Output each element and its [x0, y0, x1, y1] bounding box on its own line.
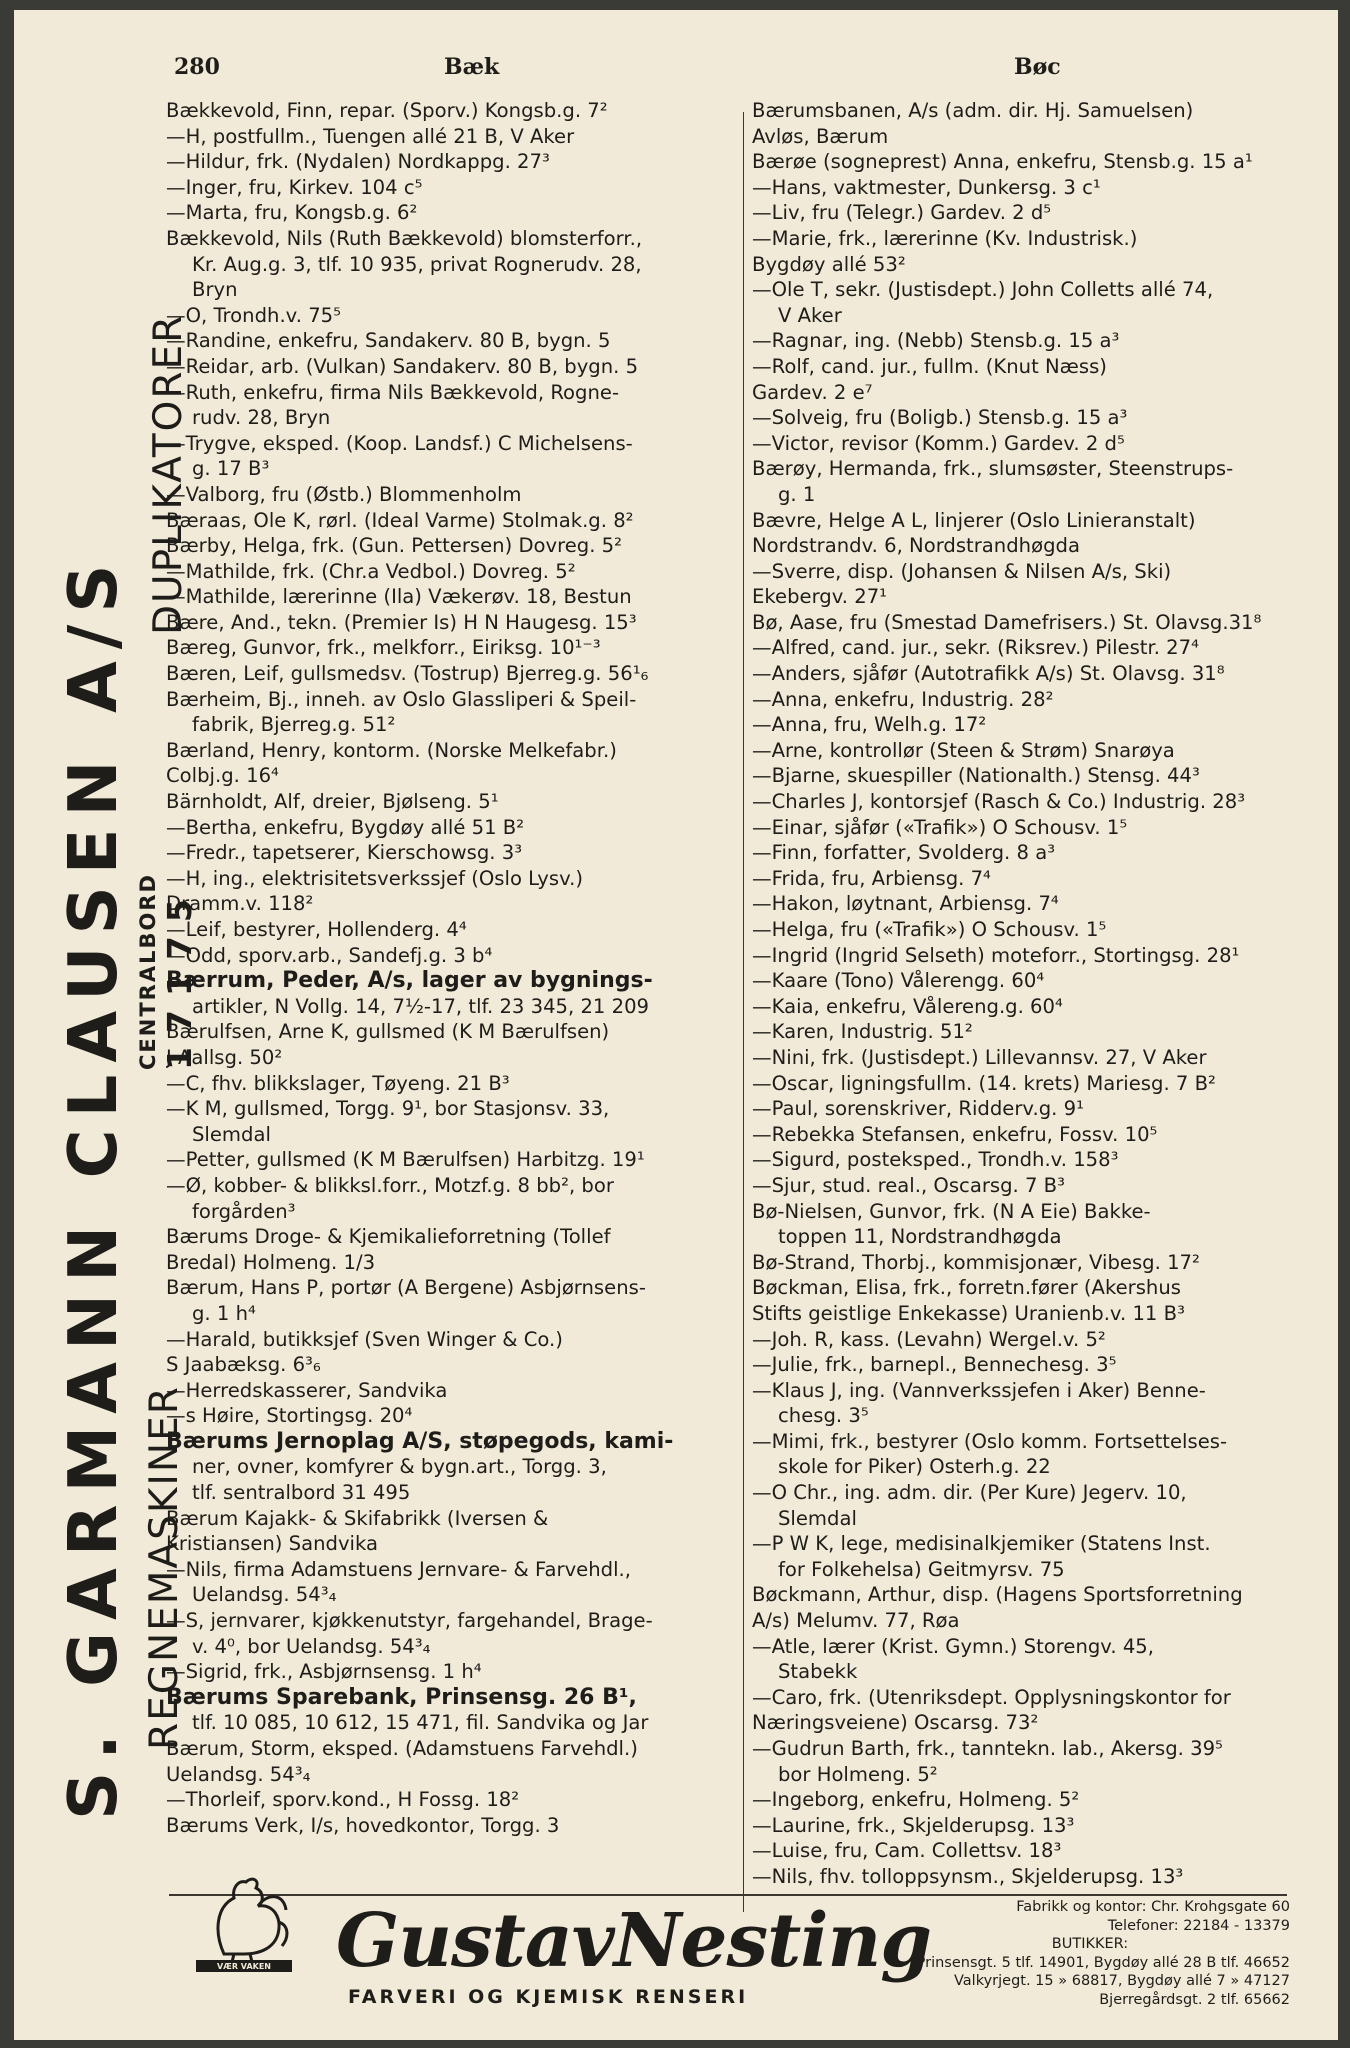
directory-entry-line: —Anders, sjåfør (Autotrafikk A/s) St. Olavsg. 31⁸ — [752, 662, 1225, 686]
directory-entry-line: Bærøe (sogneprest) Anna, enkefru, Stensb.g. 15 a¹ — [752, 150, 1253, 174]
footer-line: Prinsensgt. 5 tlf. 14901, Bygdøy allé 28 B tlf. 46652 — [916, 1954, 1290, 1971]
directory-entry-line: —H, postfullm., Tuengen allé 21 B, V Aker — [166, 124, 575, 148]
directory-entry-line: —Ruth, enkefru, firma Nils Bækkevold, Rogne- — [166, 380, 620, 404]
directory-entry-line: toppen 11, Nordstrandhøgda — [778, 1225, 1062, 1249]
directory-entry-line: g. 1 — [778, 482, 816, 506]
directory-entry-line: —Ole T, sekr. (Justisdept.) John Colletts allé 74, — [752, 278, 1214, 302]
directory-entry-line: J Aallsg. 50² — [166, 1045, 283, 1069]
directory-entry-line: Ekebergv. 27¹ — [752, 585, 888, 609]
directory-entry-line: Bøckmann, Arthur, disp. (Hagens Sportsforretning — [752, 1583, 1243, 1607]
directory-entry-line: Kr. Aug.g. 3, tlf. 10 935, privat Rognerudv. 28, — [192, 252, 642, 276]
directory-entry-line: Bærby, Helga, frk. (Gun. Pettersen) Dovreg. 5² — [166, 534, 623, 558]
directory-entry-line: Bygdøy allé 53² — [752, 252, 906, 276]
directory-entry-line: Uelandsg. 54³₄ — [166, 1762, 311, 1786]
directory-entry-line: tlf. 10 085, 10 612, 15 471, fil. Sandvika og Jar — [192, 1711, 649, 1735]
directory-entry-line: V Aker — [778, 303, 842, 327]
directory-entry-line: —Ragnar, ing. (Nebb) Stensb.g. 15 a³ — [752, 329, 1120, 353]
directory-entry-line: —Joh. R, kass. (Levahn) Wergel.v. 5² — [752, 1327, 1106, 1351]
directory-entry-line: Bæraas, Ole K, rørl. (Ideal Varme) Stolmak.g. 8² — [166, 508, 634, 532]
directory-entry-line: forgården³ — [192, 1199, 296, 1223]
side-ad-phone-label: CENTRALBORD — [136, 873, 160, 1070]
directory-entry-line: —Marta, fru, Kongsb.g. 6² — [166, 201, 418, 225]
directory-entry-line: Bø, Aase, fru (Smestad Damefrisers.) St. Olavsg.31⁸ — [752, 610, 1262, 634]
directory-entry-line: —Trygve, eksped. (Koop. Landsf.) C Michelsens- — [166, 431, 633, 455]
directory-entry-line: —Laurine, frk., Skjelderupsg. 13³ — [752, 1813, 1075, 1837]
directory-entry-line: —Oscar, ligningsfullm. (14. krets) Mariesg. 7 B² — [752, 1071, 1216, 1095]
footer-line: Telefoner: 22184 - 13379 — [1107, 1917, 1290, 1934]
directory-entry-line: Bærland, Henry, kontorm. (Norske Melkefabr.) — [166, 738, 617, 762]
directory-entry-line: —Paul, sorenskriver, Ridderv.g. 9¹ — [752, 1097, 1084, 1121]
directory-entry-line: —Marie, frk., lærerinne (Kv. Industrisk.) — [752, 226, 1138, 250]
directory-entry-line: —Atle, lærer (Krist. Gymn.) Storengv. 45, — [752, 1634, 1154, 1658]
directory-entry-line: —Victor, revisor (Komm.) Gardev. 2 d⁵ — [752, 431, 1125, 455]
directory-entry-line: —Ingeborg, enkefru, Holmeng. 5² — [752, 1788, 1080, 1812]
directory-entry-line: Bærums Verk, I/s, hovedkontor, Torgg. 3 — [166, 1813, 560, 1837]
side-ad-product-duplikatorer: DUPLIKATORER — [146, 313, 191, 635]
directory-entry-line: Bærøy, Hermanda, frk., slumsøster, Steenstrups- — [752, 457, 1234, 481]
directory-entry-line: Bækkevold, Finn, repar. (Sporv.) Kongsb.g. 7² — [166, 99, 608, 122]
directory-entry-line: Bære, And., tekn. (Premier Is) H N Haugesg. 15³ — [166, 610, 637, 634]
directory-entry-line: Bæren, Leif, gullsmedsv. (Tostrup) Bjerreg.g. 56¹₆ — [166, 662, 649, 686]
footer-divider — [169, 1894, 1287, 1896]
directory-entry-line: —Helga, fru («Trafik») O Schousv. 1⁵ — [752, 918, 1107, 941]
directory-entry-line: Stabekk — [778, 1660, 858, 1684]
directory-entry-line: rudv. 28, Bryn — [192, 406, 331, 430]
footer-line: Valkyrjegt. 15 » 68817, Bygdøy allé 7 » 47127 — [954, 1973, 1290, 1989]
directory-entry-line: Gardev. 2 e⁷ — [752, 380, 873, 404]
side-ad-company: S. GARMANN CLAUSEN A/S — [54, 552, 132, 1820]
directory-entry-line: —Thorleif, sporv.kond., H Fossg. 18² — [166, 1788, 520, 1812]
directory-entry-line: A/s) Melumv. 77, Røa — [752, 1609, 960, 1633]
directory-entry-line: Bækkevold, Nils (Ruth Bækkevold) blomsterforr., — [166, 226, 643, 250]
gustav-nesting-brand: GustavNesting — [336, 1898, 932, 1984]
directory-entry-line: Bærrum, Peder, A/s, lager av bygnings- — [166, 968, 653, 994]
directory-entry-line: Næringsveiene) Oscarsg. 73² — [752, 1711, 1039, 1735]
directory-entry-line: —O, Trondh.v. 75⁵ — [166, 303, 341, 327]
directory-entry-line: Dramm.v. 118² — [166, 892, 314, 916]
directory-entry-line: —Anna, enkefru, Industrig. 28² — [752, 687, 1054, 711]
directory-entry-line: —O Chr., ing. adm. dir. (Per Kure) Jegerv. 10, — [752, 1481, 1187, 1505]
footer-line: Fabrikk og kontor: Chr. Krohgsgate 60 — [1016, 1899, 1290, 1915]
column-divider — [743, 112, 744, 1912]
directory-entry-line: Bærum, Hans P, portør (A Bergene) Asbjørnsens- — [166, 1276, 646, 1300]
directory-entry-line: Bø-Strand, Thorbj., kommisjonær, Vibesg. 17² — [752, 1250, 1200, 1274]
directory-entry-line: Bærum Kajakk- & Skifabrikk (Iversen & — [166, 1506, 549, 1530]
footer-line: Bjerregårdsgt. 2 tlf. 65662 — [1099, 1991, 1290, 2008]
right-directory-column — [752, 98, 1326, 1890]
directory-entry-line: —Mathilde, frk. (Chr.a Vedbol.) Dovreg. 5² — [166, 559, 576, 583]
directory-entry-line: Nordstrandv. 6, Nordstrandhøgda — [752, 534, 1080, 558]
directory-entry-line: —Reidar, arb. (Vulkan) Sandakerv. 80 B, bygn. 5 — [166, 354, 639, 378]
directory-entry-line: —Rebekka Stefansen, enkefru, Fossv. 10⁵ — [752, 1122, 1158, 1146]
directory-entry-line: —Petter, gullsmed (K M Bærulfsen) Harbitzg. 19¹ — [166, 1148, 645, 1172]
directory-entry-line: —Herredskasserer, Sandvika — [166, 1378, 448, 1402]
directory-entry-line: —Nini, frk. (Justisdept.) Lillevannsv. 27, V Aker — [752, 1045, 1207, 1069]
directory-entry-line: —Sjur, stud. real., Oscarsg. 7 B³ — [752, 1173, 1065, 1197]
directory-entry-line: —Luise, fru, Cam. Collettsv. 18³ — [752, 1839, 1062, 1863]
directory-entry-line: Avløs, Bærum — [752, 124, 889, 148]
directory-entry-line: —Frida, fru, Arbiensg. 7⁴ — [752, 866, 991, 890]
directory-entry-line: —Rolf, cand. jur., fullm. (Knut Næss) — [752, 354, 1107, 378]
directory-entry-line: —Finn, forfatter, Svolderg. 8 a³ — [752, 841, 1056, 865]
directory-entry-line: —Randine, enkefru, Sandakerv. 80 B, bygn. 5 — [166, 329, 611, 353]
directory-entry-line: —Valborg, fru (Østb.) Blommenholm — [166, 482, 522, 506]
directory-entry-line: Bærulfsen, Arne K, gullsmed (K M Bærulfsen) — [166, 1020, 610, 1044]
directory-entry-line: v. 4⁰, bor Uelandsg. 54³₄ — [192, 1634, 431, 1658]
directory-entry-line: Bævre, Helge A L, linjerer (Oslo Linieranstalt) — [752, 508, 1196, 532]
directory-entry-line: —Kaare (Tono) Vålerengg. 60⁴ — [752, 969, 1045, 993]
directory-entry-line: —Sigurd, posteksped., Trondh.v. 158³ — [752, 1148, 1119, 1172]
directory-entry-line: skole for Piker) Osterh.g. 22 — [778, 1455, 1051, 1479]
directory-entry-line: S Jaabæksg. 6³₆ — [166, 1353, 321, 1377]
directory-entry-line: Bærheim, Bj., inneh. av Oslo Glassliperi & Speil- — [166, 687, 637, 711]
directory-entry-line: —Julie, frk., barnepl., Bennechesg. 3⁵ — [752, 1353, 1117, 1377]
directory-entry-line: —Sigrid, frk., Asbjørnsensg. 1 h⁴ — [166, 1660, 482, 1684]
rooster-logo-icon — [194, 1862, 294, 1972]
directory-entry-line: —Nils, firma Adamstuens Jernvare- & Farvehdl., — [166, 1557, 631, 1581]
directory-entry-line: —Ø, kobber- & blikksl.forr., Motzf.g. 8 bb², bor — [166, 1173, 614, 1197]
directory-page — [14, 10, 1338, 2040]
directory-entry-line: ner, ovner, komfyrer & bygn.art., Torgg. 3, — [192, 1455, 607, 1479]
directory-entry-line: —S, jernvarer, kjøkkenutstyr, fargehandel, Brage- — [166, 1609, 653, 1633]
directory-entry-line: Uelandsg. 54³₄ — [192, 1583, 337, 1607]
directory-entry-line: —Liv, fru (Telegr.) Gardev. 2 d⁵ — [752, 201, 1052, 225]
directory-entry-line: Bærumsbanen, A/s (adm. dir. Hj. Samuelsen) — [752, 99, 1194, 122]
directory-entry-line: —Caro, frk. (Utenriksdept. Opplysningskontor for — [752, 1685, 1231, 1709]
directory-entry-line: —Inger, fru, Kirkev. 104 c⁵ — [166, 175, 423, 199]
directory-entry-line: —Klaus J, ing. (Vannverkssjefen i Aker) Benne- — [752, 1378, 1206, 1402]
footer-line: BUTIKKER: — [1051, 1936, 1129, 1952]
left-column-heading: Bæk — [444, 54, 500, 80]
directory-entry-line: —Sverre, disp. (Johansen & Nilsen A/s, Ski) — [752, 559, 1172, 583]
directory-entry-line: —Einar, sjåfør («Trafik») O Schousv. 1⁵ — [752, 815, 1128, 839]
directory-entry-line: —Arne, kontrollør (Steen & Strøm) Snarøya — [752, 738, 1175, 762]
directory-entry-line: bor Holmeng. 5² — [778, 1762, 938, 1786]
directory-entry-line: Slemdal — [192, 1122, 271, 1146]
footer-tagline: FARVERI OG KJEMISK RENSERI — [348, 1986, 749, 2008]
directory-entry-line: —P W K, lege, medisinalkjemiker (Statens Inst. — [752, 1532, 1211, 1556]
directory-entry-line: Colbj.g. 16⁴ — [166, 764, 279, 788]
directory-entry-line: —H, ing., elektrisitetsverkssjef (Oslo Lysv.) — [166, 866, 584, 890]
directory-entry-line: —Kaia, enkefru, Vålereng.g. 60⁴ — [752, 994, 1063, 1018]
directory-entry-line: —Ingrid (Ingrid Selseth) moteforr., Stortingsg. 28¹ — [752, 943, 1240, 967]
directory-entry-line: —Bjarne, skuespiller (Nationalth.) Stensg. 44³ — [752, 764, 1200, 788]
directory-entry-line: Bø-Nielsen, Gunvor, frk. (N A Eie) Bakke- — [752, 1199, 1151, 1223]
directory-entry-line: —C, fhv. blikkslager, Tøyeng. 21 B³ — [166, 1071, 510, 1095]
directory-entry-line: g. 17 B³ — [192, 457, 270, 481]
directory-entry-line: Bæreg, Gunvor, frk., melkforr., Eiriksg. 10¹⁻³ — [166, 636, 601, 660]
directory-entry-line: —Anna, fru, Welh.g. 17² — [752, 713, 987, 737]
directory-entry-line: —K M, gullsmed, Torgg. 9¹, bor Stasjonsv. 33, — [166, 1097, 610, 1121]
directory-entry-line: Bærums Jernoplag A/S, støpegods, kami- — [166, 1428, 674, 1454]
directory-entry-line: —Odd, sporv.arb., Sandefj.g. 3 b⁴ — [166, 943, 493, 967]
directory-entry-line: Stifts geistlige Enkekasse) Uranienb.v. 11 B³ — [752, 1301, 1185, 1325]
directory-entry-line: for Folkehelsa) Geitmyrsv. 75 — [778, 1557, 1065, 1581]
directory-entry-line: —Karen, Industrig. 51² — [752, 1020, 973, 1044]
directory-entry-line: g. 1 h⁴ — [192, 1301, 256, 1325]
directory-entry-line: —Bertha, enkefru, Bygdøy allé 51 B² — [166, 815, 525, 839]
directory-entry-line: Bredal) Holmeng. 1/3 — [166, 1250, 376, 1274]
side-ad-product-regnemaskiner: REGNEMASKINER — [142, 1385, 187, 1750]
logo-motto: VÆR VAKEN — [216, 1962, 272, 1971]
footer-address-block — [850, 1898, 1290, 2009]
directory-entry-line: —Mathilde, lærerinne (Ila) Vækerøv. 18, Bestun — [166, 585, 632, 609]
directory-entry-line: Bærums Sparebank, Prinsensg. 26 B¹, — [166, 1684, 637, 1710]
directory-entry-line: Bryn — [192, 278, 238, 302]
directory-entry-line: —Solveig, fru (Boligb.) Stensb.g. 15 a³ — [752, 406, 1128, 430]
directory-entry-line: —Leif, bestyrer, Hollenderg. 4⁴ — [166, 918, 467, 941]
directory-entry-line: Slemdal — [778, 1506, 857, 1530]
directory-entry-line: —Charles J, kontorsjef (Rasch & Co.) Industrig. 28³ — [752, 790, 1246, 814]
directory-entry-line: fabrik, Bjerreg.g. 51² — [192, 713, 396, 737]
directory-entry-line: —Gudrun Barth, frk., tanntekn. lab., Akersg. 39⁵ — [752, 1737, 1223, 1760]
directory-entry-line: artikler, N Vollg. 14, 7½-17, tlf. 23 345, 21 209 — [192, 994, 650, 1018]
left-directory-column — [166, 98, 738, 1838]
page-number: 280 — [174, 54, 220, 80]
directory-entry-line: Bærum, Storm, eksped. (Adamstuens Farvehdl.) — [166, 1737, 638, 1760]
directory-entry-line: —Hans, vaktmester, Dunkersg. 3 c¹ — [752, 175, 1101, 199]
right-column-heading: Bøc — [1014, 54, 1061, 80]
directory-entry-line: —Mimi, frk., bestyrer (Oslo komm. Fortsettelses- — [752, 1429, 1228, 1453]
directory-entry-line: Bärnholdt, Alf, dreier, Bjølseng. 5¹ — [166, 790, 499, 814]
directory-entry-line: tlf. sentralbord 31 495 — [192, 1481, 411, 1505]
directory-entry-line: —Fredr., tapetserer, Kierschowsg. 3³ — [166, 841, 523, 865]
directory-entry-line: Kristiansen) Sandvika — [166, 1532, 379, 1556]
directory-entry-line: —Hildur, frk. (Nydalen) Nordkappg. 27³ — [166, 150, 550, 174]
directory-entry-line: chesg. 3⁵ — [778, 1404, 869, 1428]
directory-entry-line: —s Høire, Stortingsg. 20⁴ — [166, 1404, 413, 1428]
directory-entry-line: Bærums Droge- & Kjemikalieforretning (Tollef — [166, 1225, 611, 1249]
directory-entry-line: —Nils, fhv. tolloppsynsm., Skjelderupsg. 13³ — [752, 1864, 1184, 1888]
directory-entry-line: —Alfred, cand. jur., sekr. (Riksrev.) Pilestr. 27⁴ — [752, 636, 1199, 660]
directory-entry-line: —Hakon, løytnant, Arbiensg. 7⁴ — [752, 892, 1059, 916]
side-ad-phone-number: 17175 — [160, 885, 199, 1070]
directory-entry-line: Bøckman, Elisa, frk., forretn.fører (Akershus — [752, 1276, 1181, 1300]
directory-entry-line: —Harald, butikksjef (Sven Winger & Co.) — [166, 1327, 563, 1351]
